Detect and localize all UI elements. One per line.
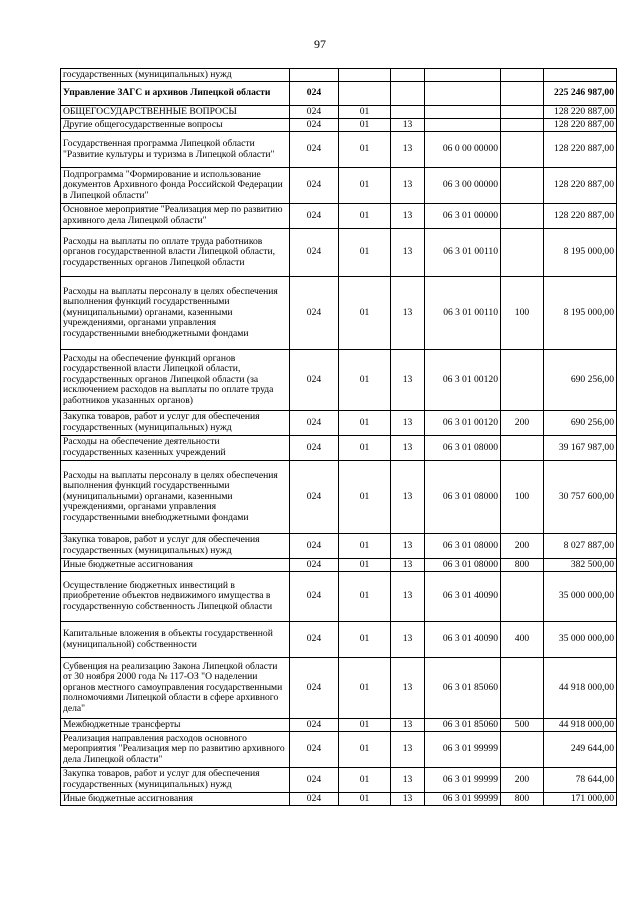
- item-name-cell: Капитальные вложения в объекты государственной (муниципальной) собственности: [61, 622, 290, 658]
- target-article-cell: 06 3 01 08000: [425, 461, 501, 534]
- item-name-cell: Расходы на выплаты персоналу в целях обеспечения выполнения функций государственными (муниципальными) органами, казенными учреждениями, органами управления государственными внебюджетными фондами: [61, 461, 290, 534]
- admin-code-cell: 024: [290, 768, 339, 793]
- admin-code-cell: 024: [290, 436, 339, 461]
- subsection-code-cell: [391, 82, 425, 106]
- item-name-cell: государственных (муниципальных) нужд: [61, 69, 290, 82]
- table-row: [61, 350, 617, 411]
- section-code-cell: 01: [339, 719, 391, 732]
- admin-code-cell: 024: [290, 461, 339, 534]
- subsection-code-cell: 13: [391, 132, 425, 168]
- section-code-cell: 01: [339, 204, 391, 229]
- subsection-code-cell: 13: [391, 277, 425, 350]
- amount-cell: 44 918 000,00: [544, 658, 617, 719]
- expense-type-cell: [501, 658, 544, 719]
- expense-type-cell: [501, 69, 544, 82]
- amount-cell: 8 195 000,00: [544, 229, 617, 277]
- expense-type-cell: 800: [501, 559, 544, 572]
- section-code-cell: 01: [339, 132, 391, 168]
- section-code-cell: 01: [339, 461, 391, 534]
- expense-type-cell: 200: [501, 411, 544, 436]
- target-article-cell: 06 3 01 99999: [425, 793, 501, 806]
- expense-type-cell: [501, 82, 544, 106]
- target-article-cell: [425, 119, 501, 132]
- expense-type-cell: [501, 350, 544, 411]
- table-row: [61, 168, 617, 204]
- section-code-cell: 01: [339, 436, 391, 461]
- amount-cell: 128 220 887,00: [544, 106, 617, 119]
- amount-cell: 171 000,00: [544, 793, 617, 806]
- page-number: 97: [314, 37, 326, 51]
- subsection-code-cell: 13: [391, 229, 425, 277]
- admin-code-cell: 024: [290, 732, 339, 768]
- expense-type-cell: [501, 436, 544, 461]
- admin-code-cell: 024: [290, 277, 339, 350]
- admin-code-cell: 024: [290, 793, 339, 806]
- amount-cell: 35 000 000,00: [544, 622, 617, 658]
- admin-code-cell: 024: [290, 411, 339, 436]
- expense-type-cell: [501, 132, 544, 168]
- subsection-code-cell: 13: [391, 411, 425, 436]
- item-name-cell: Субвенция на реализацию Закона Липецкой области от 30 ноября 2000 года № 117-ОЗ "О наделении органов местного самоуправления государственными полномочиями Липецкой области в сфере архивного дела": [61, 658, 290, 719]
- table-row: [61, 436, 617, 461]
- section-code-cell: 01: [339, 658, 391, 719]
- amount-cell: 35 000 000,00: [544, 572, 617, 622]
- amount-cell: 128 220 887,00: [544, 204, 617, 229]
- section-code-cell: [339, 82, 391, 106]
- target-article-cell: 06 3 01 00110: [425, 277, 501, 350]
- item-name-cell: Расходы на обеспечение функций органов государственной власти Липецкой области, государственных органов Липецкой области (за исключением расходов на выплаты по оплате труда работников указанных органов): [61, 350, 290, 411]
- amount-cell: 128 220 887,00: [544, 132, 617, 168]
- admin-code-cell: 024: [290, 132, 339, 168]
- admin-code-cell: 024: [290, 350, 339, 411]
- table-row: [61, 132, 617, 168]
- amount-cell: 128 220 887,00: [544, 168, 617, 204]
- admin-code-cell: 024: [290, 559, 339, 572]
- subsection-code-cell: 13: [391, 572, 425, 622]
- item-name-cell: Иные бюджетные ассигнования: [61, 793, 290, 806]
- item-name-cell: Осуществление бюджетных инвестиций в приобретение объектов недвижимого имущества в государственную собственность Липецкой области: [61, 572, 290, 622]
- target-article-cell: 06 3 01 99999: [425, 732, 501, 768]
- amount-cell: [544, 69, 617, 82]
- amount-cell: 382 500,00: [544, 559, 617, 572]
- amount-cell: 8 027 887,00: [544, 534, 617, 559]
- admin-code-cell: 024: [290, 658, 339, 719]
- section-code-cell: 01: [339, 559, 391, 572]
- subsection-code-cell: 13: [391, 658, 425, 719]
- subsection-code-cell: [391, 69, 425, 82]
- section-code-cell: 01: [339, 168, 391, 204]
- amount-cell: 8 195 000,00: [544, 277, 617, 350]
- item-name-cell: Межбюджетные трансферты: [61, 719, 290, 732]
- admin-code-cell: 024: [290, 622, 339, 658]
- amount-cell: 225 246 987,00: [544, 82, 617, 106]
- admin-code-cell: 024: [290, 229, 339, 277]
- subsection-code-cell: 13: [391, 719, 425, 732]
- table-row: [61, 768, 617, 793]
- item-name-cell: Закупка товаров, работ и услуг для обеспечения государственных (муниципальных) нужд: [61, 534, 290, 559]
- item-name-cell: ОБЩЕГОСУДАРСТВЕННЫЕ ВОПРОСЫ: [61, 106, 290, 119]
- target-article-cell: 06 3 01 85060: [425, 658, 501, 719]
- target-article-cell: [425, 82, 501, 106]
- table-row: [61, 229, 617, 277]
- section-code-cell: 01: [339, 277, 391, 350]
- item-name-cell: Расходы на выплаты персоналу в целях обеспечения выполнения функций государственными (муниципальными) органами, казенными учреждениями, органами управления государственными внебюджетными фондами: [61, 277, 290, 350]
- target-article-cell: 06 3 01 00120: [425, 350, 501, 411]
- item-name-cell: Управление ЗАГС и архивов Липецкой области: [61, 82, 290, 106]
- expense-type-cell: [501, 572, 544, 622]
- section-code-cell: 01: [339, 572, 391, 622]
- admin-code-cell: 024: [290, 168, 339, 204]
- admin-code-cell: 024: [290, 719, 339, 732]
- section-code-cell: [339, 69, 391, 82]
- subsection-code-cell: 13: [391, 436, 425, 461]
- section-code-cell: 01: [339, 768, 391, 793]
- section-code-cell: 01: [339, 411, 391, 436]
- subsection-code-cell: 13: [391, 350, 425, 411]
- target-article-cell: 06 3 01 00120: [425, 411, 501, 436]
- subsection-code-cell: 13: [391, 768, 425, 793]
- section-code-cell: 01: [339, 622, 391, 658]
- target-article-cell: 06 3 01 08000: [425, 436, 501, 461]
- table-row: [61, 732, 617, 768]
- subsection-code-cell: 13: [391, 119, 425, 132]
- amount-cell: 128 220 887,00: [544, 119, 617, 132]
- amount-cell: 44 918 000,00: [544, 719, 617, 732]
- target-article-cell: 06 0 00 00000: [425, 132, 501, 168]
- amount-cell: 39 167 987,00: [544, 436, 617, 461]
- target-article-cell: 06 3 01 85060: [425, 719, 501, 732]
- section-code-cell: 01: [339, 534, 391, 559]
- expense-type-cell: [501, 119, 544, 132]
- subsection-code-cell: [391, 106, 425, 119]
- subsection-code-cell: 13: [391, 534, 425, 559]
- subsection-code-cell: 13: [391, 461, 425, 534]
- item-name-cell: Расходы на обеспечение деятельности государственных казенных учреждений: [61, 436, 290, 461]
- amount-cell: 78 644,00: [544, 768, 617, 793]
- table-row: [61, 69, 617, 82]
- table-row: [61, 204, 617, 229]
- target-article-cell: 06 3 01 99999: [425, 768, 501, 793]
- target-article-cell: 06 3 01 08000: [425, 559, 501, 572]
- table-row: [61, 119, 617, 132]
- subsection-code-cell: 13: [391, 622, 425, 658]
- budget-table: [60, 68, 617, 806]
- table-row: [61, 82, 617, 106]
- table-row: [61, 572, 617, 622]
- section-code-cell: 01: [339, 350, 391, 411]
- table-row: [61, 106, 617, 119]
- expense-type-cell: [501, 229, 544, 277]
- expense-type-cell: [501, 732, 544, 768]
- expense-type-cell: 100: [501, 277, 544, 350]
- expense-type-cell: 500: [501, 719, 544, 732]
- section-code-cell: 01: [339, 793, 391, 806]
- admin-code-cell: 024: [290, 572, 339, 622]
- amount-cell: 30 757 600,00: [544, 461, 617, 534]
- expense-type-cell: 200: [501, 768, 544, 793]
- admin-code-cell: 024: [290, 82, 339, 106]
- admin-code-cell: 024: [290, 106, 339, 119]
- item-name-cell: Закупка товаров, работ и услуг для обеспечения государственных (муниципальных) нужд: [61, 411, 290, 436]
- table-row: [61, 658, 617, 719]
- item-name-cell: Государственная программа Липецкой области "Развитие культуры и туризма в Липецкой области": [61, 132, 290, 168]
- expense-type-cell: 800: [501, 793, 544, 806]
- expense-type-cell: [501, 204, 544, 229]
- expense-type-cell: [501, 106, 544, 119]
- subsection-code-cell: 13: [391, 559, 425, 572]
- target-article-cell: [425, 106, 501, 119]
- item-name-cell: Реализация направления расходов основного мероприятия "Реализация мер по развитию архивного дела Липецкой области": [61, 732, 290, 768]
- amount-cell: 690 256,00: [544, 350, 617, 411]
- amount-cell: 690 256,00: [544, 411, 617, 436]
- admin-code-cell: 024: [290, 119, 339, 132]
- section-code-cell: 01: [339, 106, 391, 119]
- target-article-cell: 06 3 01 00110: [425, 229, 501, 277]
- amount-cell: 249 644,00: [544, 732, 617, 768]
- admin-code-cell: 024: [290, 534, 339, 559]
- subsection-code-cell: 13: [391, 732, 425, 768]
- table-row: [61, 622, 617, 658]
- section-code-cell: 01: [339, 119, 391, 132]
- target-article-cell: 06 3 01 08000: [425, 534, 501, 559]
- item-name-cell: Расходы на выплаты по оплате труда работников органов государственной власти Липецкой области, государственных органов Липецкой области: [61, 229, 290, 277]
- target-article-cell: 06 3 01 00000: [425, 204, 501, 229]
- expense-type-cell: 400: [501, 622, 544, 658]
- subsection-code-cell: 13: [391, 204, 425, 229]
- item-name-cell: Иные бюджетные ассигнования: [61, 559, 290, 572]
- subsection-code-cell: 13: [391, 168, 425, 204]
- section-code-cell: 01: [339, 732, 391, 768]
- budget-table-body: [61, 69, 617, 806]
- table-row: [61, 559, 617, 572]
- subsection-code-cell: 13: [391, 793, 425, 806]
- target-article-cell: [425, 69, 501, 82]
- table-row: [61, 461, 617, 534]
- table-row: [61, 793, 617, 806]
- item-name-cell: Подпрограмма "Формирование и использование документов Архивного фонда Российской Федерации в Липецкой области": [61, 168, 290, 204]
- table-row: [61, 719, 617, 732]
- expense-type-cell: 200: [501, 534, 544, 559]
- section-code-cell: 01: [339, 229, 391, 277]
- item-name-cell: Другие общегосударственные вопросы: [61, 119, 290, 132]
- expense-type-cell: 100: [501, 461, 544, 534]
- admin-code-cell: [290, 69, 339, 82]
- item-name-cell: Закупка товаров, работ и услуг для обеспечения государственных (муниципальных) нужд: [61, 768, 290, 793]
- table-row: [61, 277, 617, 350]
- target-article-cell: 06 3 01 40090: [425, 622, 501, 658]
- table-row: [61, 534, 617, 559]
- target-article-cell: 06 3 00 00000: [425, 168, 501, 204]
- table-row: [61, 411, 617, 436]
- admin-code-cell: 024: [290, 204, 339, 229]
- target-article-cell: 06 3 01 40090: [425, 572, 501, 622]
- item-name-cell: Основное мероприятие "Реализация мер по развитию архивного дела Липецкой области": [61, 204, 290, 229]
- expense-type-cell: [501, 168, 544, 204]
